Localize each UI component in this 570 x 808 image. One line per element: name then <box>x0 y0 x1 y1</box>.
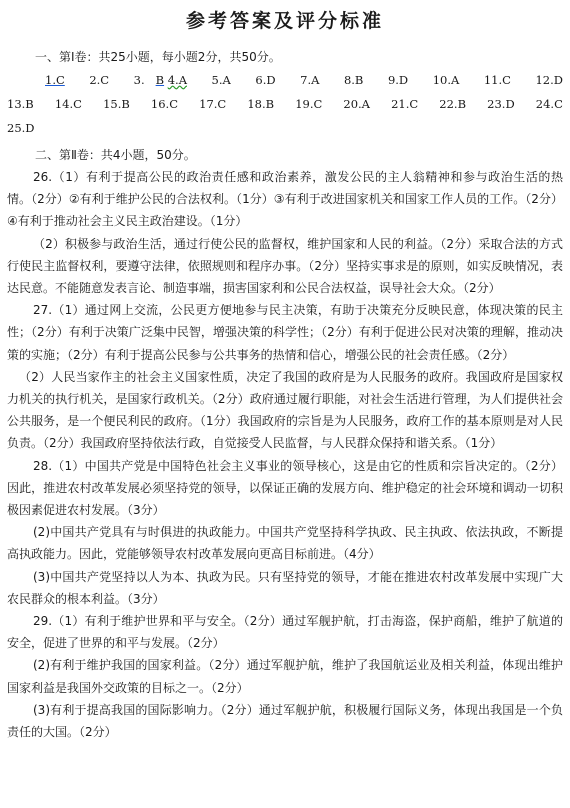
answer-paragraph-28-2: (2)中国共产党具有与时俱进的执政能力。中国共产党坚持科学执政、民主执政、依法执政，不断提高执政能力。因此，党能够领导农村改革发展向更高目标前进。（4分） <box>7 525 563 562</box>
answer-paragraph-29-3: (3)有利于提高我国的国际影响力。（2分）通过军舰护航，积极履行国际义务，体现出我国是一个负责任的大国。（2分） <box>7 702 563 740</box>
answer-paragraph-26-2: （2）积极参与政治生活，通过行使公民的监督权，维护国家和人民的利益。（2分）采取合法的方式行使民主监督权利，要遵守法律，依照规则和程序办事。（2分）坚持实事求是的原则，如实反映情况，表达民意。不能随意发表言论、制造事端，损害国家利和公民合法权益，误导社会大众。（2分） <box>7 236 563 296</box>
answer-item: 15.B <box>103 97 130 111</box>
answer-item: 19.C <box>295 97 323 111</box>
part1-heading: 一、第Ⅰ卷：共25小题，每小题2分，共50分。 <box>35 50 281 64</box>
answer-item: 12.D <box>535 73 563 87</box>
answer-item: 17.C <box>199 97 227 111</box>
answer-paragraph-28-3: (3)中国共产党坚持以人为本、执政为民。只有坚持党的领导，才能在推进农村改革发展中实现广大农民群众的根本利益。（3分） <box>7 569 563 606</box>
answer-item: 25.D <box>7 121 35 135</box>
answer-item-flagged: 4.A <box>167 73 187 87</box>
answer-row-2 <box>7 92 563 116</box>
answer-paragraph-27-1: 27.（1）通过网上交流，公民更方便地参与民主决策，有助于决策充分反映民意，体现决策的民主性；（2分）有利于决策广泛集中民智，增强决策的科学性；（2分）有利于促进公民对决策的理解，推动决策的实施；（2分）有利于提高公民参与公共事务的热情和信心，增强公民的社会责任感。（2分） <box>7 303 563 362</box>
answer-item: 7.A <box>300 73 320 87</box>
answer-item: 11.C <box>483 73 511 87</box>
answer-item: 6.D <box>255 73 276 87</box>
answer-item: 8.B <box>343 73 364 87</box>
answer-item: 23.D <box>487 97 515 111</box>
answer-item: 14.C <box>54 97 82 111</box>
answer-item: 2.C <box>89 73 110 87</box>
answer-paragraph-29-1: 29.（1）有利于维护世界和平与安全。（2分）通过军舰护航，打击海盗，保护商船，维护了航道的安全，促进了世界的和平与发展。（2分） <box>7 614 563 651</box>
part2-body <box>7 166 563 743</box>
answer-item: 16.C <box>150 97 179 111</box>
answer-item: 20.A <box>343 97 370 111</box>
answer-paragraph-27-2: （2）人民当家作主的社会主义国家性质，决定了我国的政府是为人民服务的政府。我国政府是国家权力机关的执行机关，是国家行政机关。（2分）政府通过履行职能，对社会生活进行管理，为人们提供社会公共服务，是一个便民利民的政府。（1分）我国政府的宗旨是为人民服务，政府工作的基本原则是对人民负责。（2分）我国政府坚持依法行政，自觉接受人民监督，与人民群众保持和谐关系。（1分） <box>7 369 563 451</box>
answer-item: 21.C <box>391 97 419 111</box>
page-title: 参考答案及评分标准 <box>185 10 384 32</box>
answer-paragraph-29-2: (2)有利于维护我国的国家利益。（2分）通过军舰护航，维护了我国航运业及相关利益，体现出维护国家利益是我国外交政策的目标之一。（2分） <box>7 658 563 695</box>
answer-item: 10.A <box>432 73 460 87</box>
answer-item: 5.A <box>211 73 231 87</box>
answer-row-1 <box>7 68 563 92</box>
answer-item: 24.C <box>535 97 563 111</box>
answer-row-3 <box>7 116 563 140</box>
answer-item: 22.B <box>439 97 467 111</box>
answer-paragraph-28-1: 28.（1）中国共产党是中国特色社会主义事业的领导核心，这是由它的性质和宗旨决定的。（2分）因此，推进农村改革发展必须坚持党的领导，以保证正确的发展方向、维护稳定的社会环境和调动一切积极因素促进农村发展。（3分） <box>7 458 563 518</box>
answer-letter: B <box>155 73 165 87</box>
part2-heading: 二、第Ⅱ卷：共4小题，50分。 <box>35 148 196 162</box>
answer-grid <box>7 68 563 140</box>
answer-item: 13.B <box>7 97 34 111</box>
answer-item: 9.D <box>387 73 409 87</box>
answer-key-page <box>0 8 570 808</box>
answer-item: 1.C <box>45 73 65 87</box>
answer-number: 3. <box>133 73 145 87</box>
answer-item <box>134 68 187 92</box>
answer-paragraph-26-1: 26.（1）有利于提高公民的政治责任感和政治素养，激发公民的主人翁精神和参与政治生活的热情。（2分）②有利于维护公民的合法权利。（1分）③有利于改进国家机关和国家工作人员的工作。（2分）④有利于推动社会主义民主政治建设。（1分） <box>7 170 563 229</box>
answer-item: 18.B <box>247 97 275 111</box>
